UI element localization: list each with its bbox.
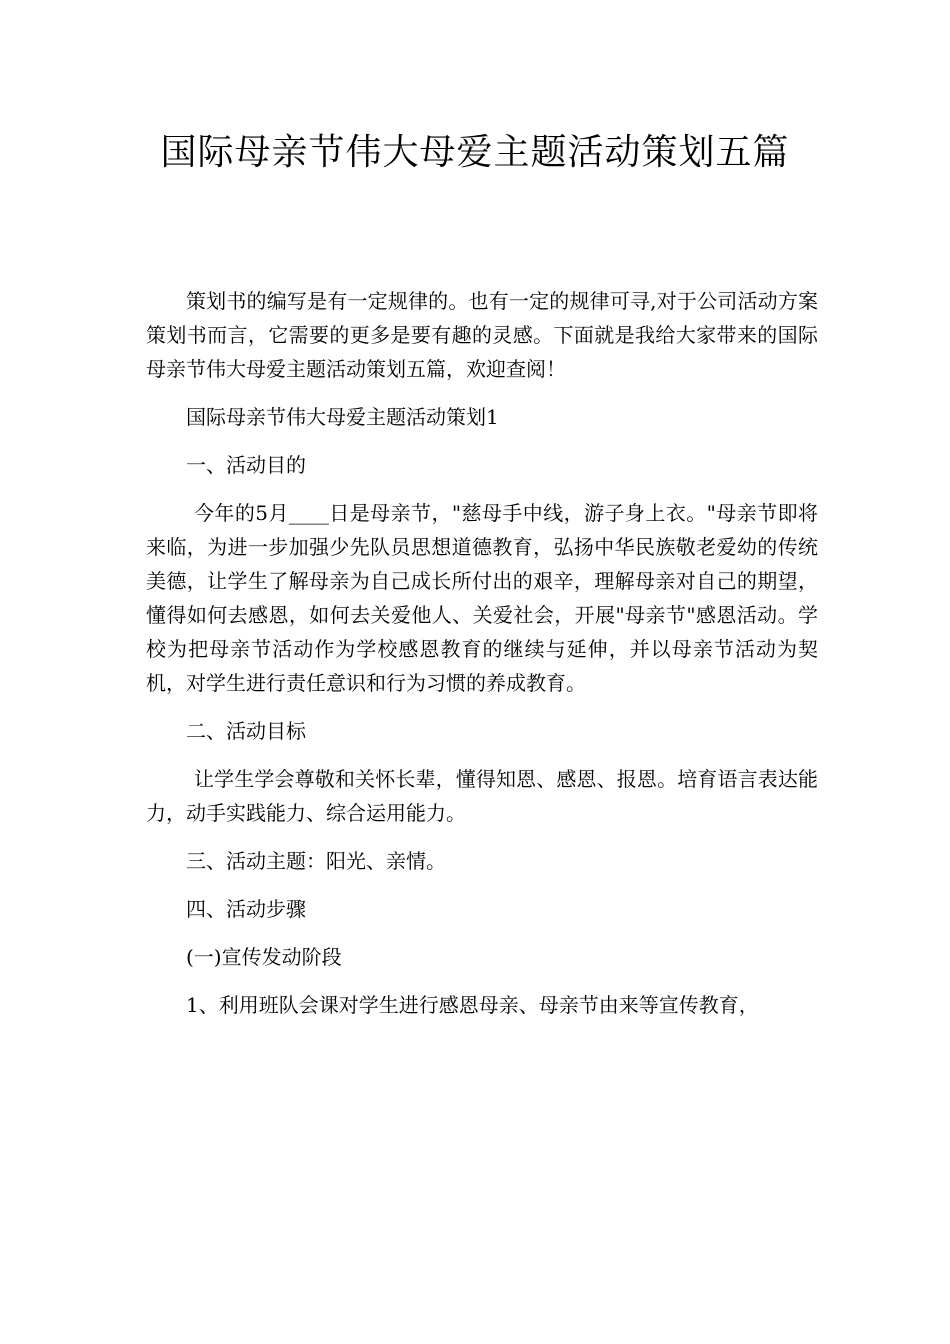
purpose-paragraph: 今年的5月____日是母亲节，"慈母手中线，游子身上衣。"母亲节即将来临，为进一步加强少先队员思想道德教育，弘扬中华民族敬老爱幼的传统美德，让学生了解母亲为自己成长所付出的艰辛，理解母亲对自己的期望，懂得如何去感恩，如何去关爱他人、关爱社会，开展"母亲节"感恩活动。学校为把母亲节活动作为学校感恩教育的继续与延伸，并以母亲节活动为契机，对学生进行责任意识和行为习惯的养成教育。: [146, 501, 818, 695]
heading-activity-purpose: 一、活动目的: [186, 453, 306, 477]
goal-paragraph: 让学生学会尊敬和关怀长辈，懂得知恩、感恩、报恩。培育语言表达能力，动手实践能力、综合运用能力。: [146, 767, 818, 825]
heading-activity-steps: 四、活动步骤: [186, 897, 306, 921]
heading-publicity-stage: (一)宣传发动阶段: [186, 945, 342, 969]
document-body: [146, 284, 818, 1022]
section-title-plan-1: 国际母亲节伟大母爱主题活动策划1: [186, 405, 499, 429]
intro-paragraph: 策划书的编写是有一定规律的。也有一定的规律可寻,对于公司活动方案策划书而言，它需要的更多是要有趣的灵感。下面就是我给大家带来的国际母亲节伟大母爱主题活动策划五篇，欢迎查阅！: [146, 289, 818, 381]
heading-activity-goal: 二、活动目标: [186, 719, 306, 743]
heading-activity-theme: 三、活动主题：阳光、亲情。: [186, 849, 446, 873]
step-1-paragraph: 1、利用班队会课对学生进行感恩母亲、母亲节由来等宣传教育，: [186, 993, 759, 1017]
document-title: 国际母亲节伟大母爱主题活动策划五篇: [160, 132, 790, 173]
